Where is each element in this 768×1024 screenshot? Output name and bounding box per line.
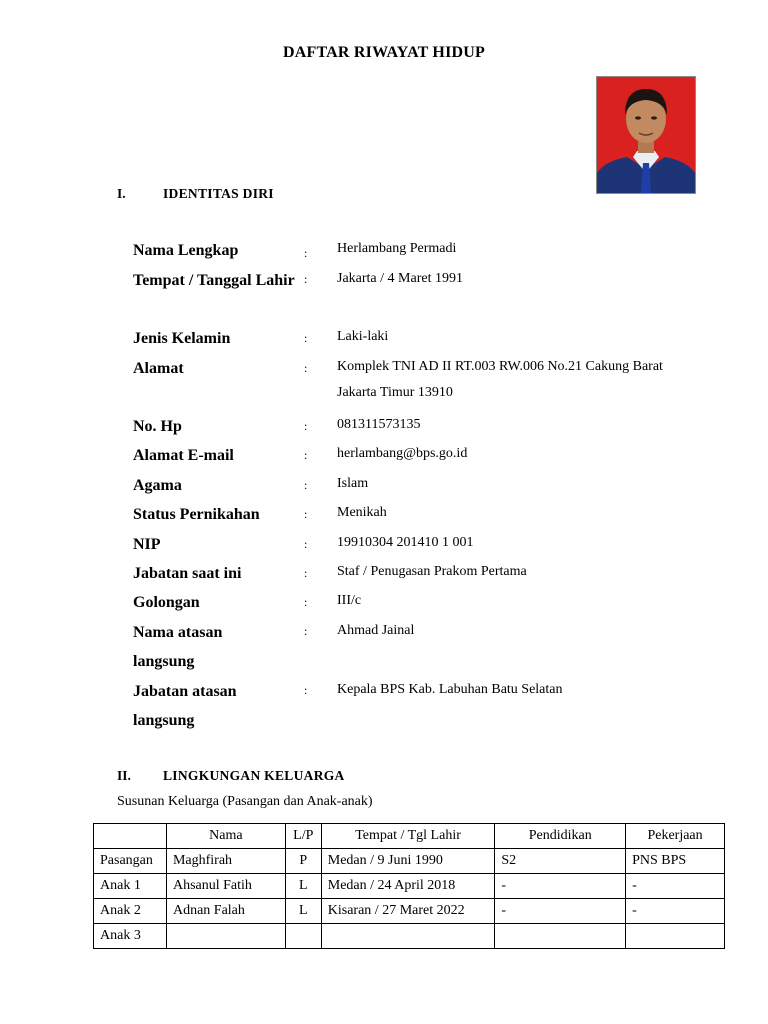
table-row	[94, 924, 725, 949]
table-cell: -	[626, 874, 725, 899]
table-cell: P	[285, 849, 321, 874]
section-2-title: LINGKUNGAN KELUARGA	[163, 768, 345, 783]
table-cell: Medan / 9 Juni 1990	[321, 849, 495, 874]
value-nama-lengkap: Herlambang Permadi	[337, 241, 457, 256]
label-alamat-email: Alamat E-mail	[133, 447, 234, 464]
profile-photo	[596, 76, 696, 194]
value-jabatan-saat-ini: Staf / Penugasan Prakom Pertama	[337, 564, 527, 579]
table-row	[94, 849, 725, 874]
table-cell	[626, 924, 725, 949]
label-nip: NIP	[133, 536, 161, 553]
table-cell: PNS BPS	[626, 849, 725, 874]
table-header-cell: Nama	[166, 824, 285, 849]
table-cell: -	[495, 874, 626, 899]
table-cell: Pasangan	[94, 849, 167, 874]
value-no-hp: 081311573135	[337, 417, 421, 432]
table-header-cell	[94, 824, 167, 849]
label-jenis-kelamin: Jenis Kelamin	[133, 330, 231, 347]
colon: :	[304, 478, 308, 492]
table-cell: S2	[495, 849, 626, 874]
colon: :	[304, 683, 308, 697]
label-tempat-tanggal-lahir: Tempat / Tanggal Lahir	[133, 272, 295, 289]
label-nama-atasan-langsung: Nama atasan langsung	[133, 624, 223, 670]
table-cell: Kisaran / 27 Maret 2022	[321, 899, 495, 924]
value-jenis-kelamin: Laki-laki	[337, 329, 389, 344]
colon: :	[304, 331, 308, 345]
table-header-row	[94, 824, 725, 849]
profile-photo-image	[597, 77, 695, 193]
table-header-cell: L/P	[285, 824, 321, 849]
colon: :	[304, 537, 308, 551]
table-cell	[285, 924, 321, 949]
colon: :	[304, 624, 308, 638]
label-golongan: Golongan	[133, 594, 200, 611]
label-jabatan-atasan-langsung: Jabatan atasan langsung	[133, 683, 237, 729]
value-tempat-tanggal-lahir: Jakarta / 4 Maret 1991	[337, 271, 463, 286]
table-cell: -	[495, 899, 626, 924]
value-nama-atasan-langsung: Ahmad Jainal	[337, 623, 415, 638]
section-1-title: IDENTITAS DIRI	[163, 186, 274, 201]
table-header-cell: Pendidikan	[495, 824, 626, 849]
table-header-cell: Pekerjaan	[626, 824, 725, 849]
table-cell: Ahsanul Fatih	[166, 874, 285, 899]
family-table	[93, 823, 725, 949]
colon: :	[304, 272, 308, 286]
colon: :	[304, 246, 308, 260]
value-status-pernikahan: Menikah	[337, 505, 387, 520]
table-cell: L	[285, 899, 321, 924]
colon: :	[304, 361, 308, 375]
table-header-cell: Tempat / Tgl Lahir	[321, 824, 495, 849]
value-alamat: Komplek TNI AD II RT.003 RW.006 No.21 Cakung Barat Jakarta Timur 13910	[337, 359, 663, 400]
table-cell: Anak 3	[94, 924, 167, 949]
value-agama: Islam	[337, 476, 369, 491]
document-title: DAFTAR RIWAYAT HIDUP	[283, 44, 485, 61]
table-cell: Anak 1	[94, 874, 167, 899]
label-alamat: Alamat	[133, 360, 184, 377]
table-cell: Adnan Falah	[166, 899, 285, 924]
value-jabatan-atasan-langsung: Kepala BPS Kab. Labuhan Batu Selatan	[337, 682, 563, 697]
colon: :	[304, 595, 308, 609]
family-caption: Susunan Keluarga (Pasangan dan Anak-anak)	[117, 794, 373, 809]
section-1-number: I.	[117, 186, 126, 201]
table-row	[94, 899, 725, 924]
value-nip: 19910304 201410 1 001	[337, 535, 474, 550]
table-cell	[166, 924, 285, 949]
colon: :	[304, 419, 308, 433]
colon: :	[304, 507, 308, 521]
table-cell: -	[626, 899, 725, 924]
label-nama-lengkap: Nama Lengkap	[133, 242, 239, 259]
label-agama: Agama	[133, 477, 182, 494]
label-jabatan-saat-ini: Jabatan saat ini	[133, 565, 242, 582]
value-alamat-email: herlambang@bps.go.id	[337, 446, 468, 461]
value-golongan: III/c	[337, 593, 362, 608]
section-2-number: II.	[117, 768, 131, 783]
table-cell	[321, 924, 495, 949]
label-no-hp: No. Hp	[133, 418, 182, 435]
table-cell	[495, 924, 626, 949]
colon: :	[304, 566, 308, 580]
table-cell: L	[285, 874, 321, 899]
table-cell: Maghfirah	[166, 849, 285, 874]
colon: :	[304, 448, 308, 462]
table-row	[94, 874, 725, 899]
label-status-pernikahan: Status Pernikahan	[133, 506, 260, 523]
table-cell: Anak 2	[94, 899, 167, 924]
table-cell: Medan / 24 April 2018	[321, 874, 495, 899]
